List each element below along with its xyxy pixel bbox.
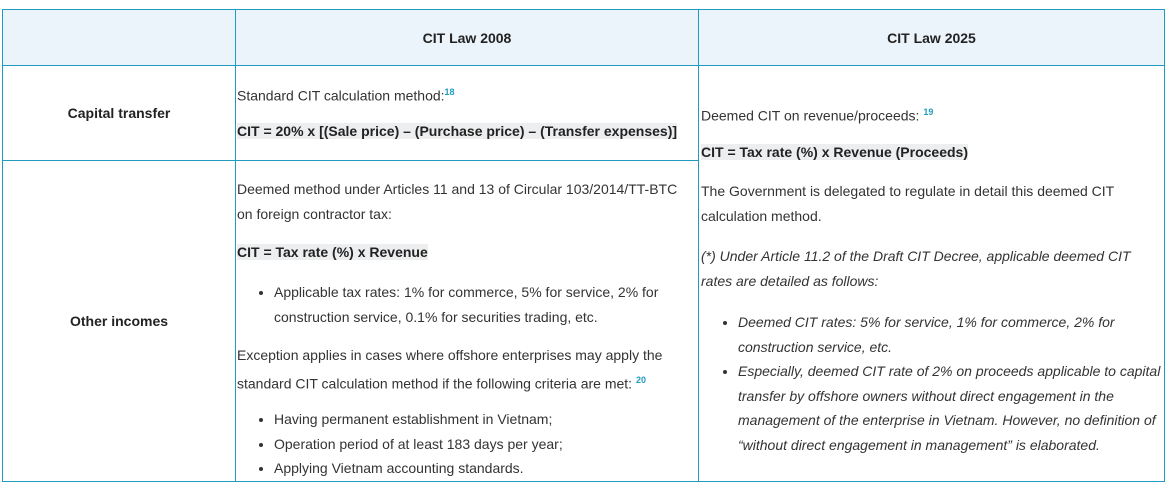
- law2025-formula: CIT = Tax rate (%) x Revenue (Proceeds): [701, 144, 968, 160]
- law2025-bullet: • Especially, deemed CIT rate of 2% on proceeds applicable to capital transfer by offshore owners without direct engagement in the management of the enterprise in Vietnam. However, no definition of “without direct engagement in management” is elaborated.: [738, 359, 1166, 457]
- capital-transfer-2008-intro: Standard CIT calculation method:$^{18}$: [237, 87, 455, 104]
- criteria-list: [237, 407, 704, 481]
- row-label-capital-transfer: Capital transfer: [2, 65, 236, 161]
- other-incomes-2008-intro: Deemed method under Articles 11 and 13 of Circular 103/2014/TT-BTC on foreign contractor tax:: [237, 181, 678, 222]
- header-cit-law-2025: CIT Law 2025: [698, 9, 1165, 66]
- row-label-other-incomes: Other incomes: [2, 160, 236, 482]
- rates-bullet: • Applicable tax rates: 1% for commerce, 5% for service, 2% for construction service, 0.1% for securities trading, etc.: [274, 280, 704, 329]
- header-cit-law-2008: CIT Law 2008: [235, 9, 699, 66]
- law2025-bullets: [701, 310, 1166, 457]
- other-incomes-2008-formula: CIT = Tax rate (%) x Revenue: [237, 244, 428, 260]
- law2025-bullet: • Deemed CIT rates: 5% for service, 1% for commerce, 2% for construction service, etc.: [738, 310, 1166, 359]
- footnote-ref[interactable]: 20: [635, 374, 646, 385]
- criteria-item: • Operation period of at least 183 days per year;: [274, 432, 704, 457]
- criteria-item: • Applying Vietnam accounting standards.: [274, 456, 704, 481]
- exception-text: Exception applies in cases where offshore enterprises may apply the standard CIT calculation method if the following criteria are met: $^{20}$: [237, 347, 663, 392]
- header-empty: [2, 9, 236, 66]
- capital-transfer-2008-formula: CIT = 20% x [(Sale price) – (Purchase price) – (Transfer expenses)]: [237, 123, 678, 139]
- footnote-ref[interactable]: 19: [923, 107, 934, 117]
- criteria-item: • Having permanent establishment in Vietnam;: [274, 407, 704, 432]
- footnote-ref[interactable]: 18: [444, 87, 455, 97]
- law2025-delegation: The Government is delegated to regulate in detail this deemed CIT calculation method.: [701, 183, 1114, 224]
- law2025-intro: Deemed CIT on revenue/proceeds: $^{19}$: [701, 107, 934, 124]
- law2025-note: (*) Under Article 11.2 of the Draft CIT Decree, applicable deemed CIT rates are detailed as follows:: [701, 248, 1131, 289]
- rates-list: [237, 280, 704, 329]
